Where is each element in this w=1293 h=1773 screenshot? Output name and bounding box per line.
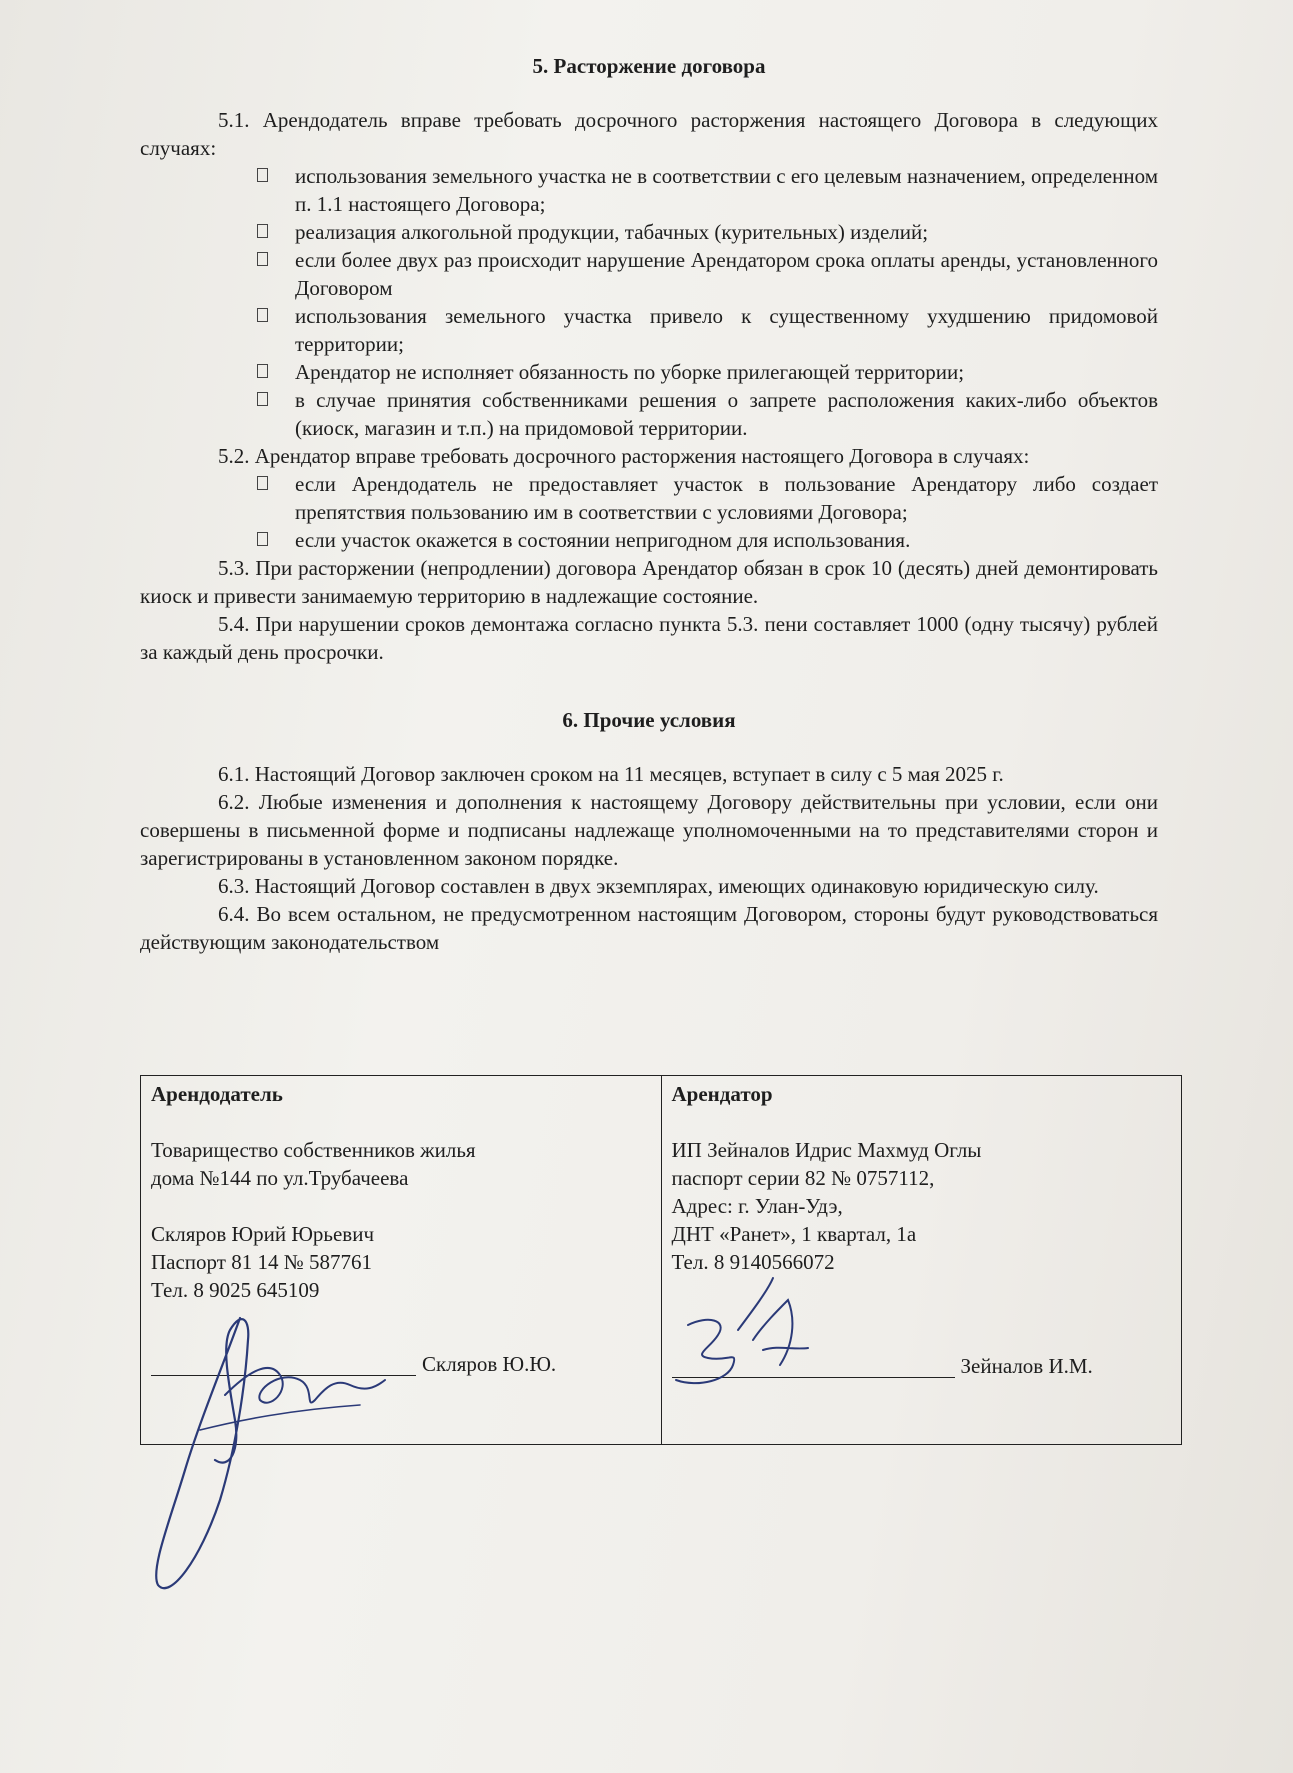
checkbox-icon: [257, 308, 268, 322]
clause-5-1: 5.1. Арендодатель вправе требовать досрочного расторжения настоящего Договора в следующих случаях:: [140, 108, 1158, 160]
landlord-signature-name: Скляров Ю.Ю.: [422, 1352, 557, 1376]
checkbox-icon: [257, 532, 268, 546]
tenant-signature-name: Зейналов И.М.: [960, 1354, 1093, 1378]
clause-5-3: 5.3. При расторжении (непродлении) договора Арендатор обязан в срок 10 (десять) дней демонтировать киоск и привести занимаемую территорию в надлежащие состояние.: [140, 556, 1158, 608]
landlord-phone: Тел. 8 9025 645109: [151, 1278, 320, 1302]
tenant-name: ИП Зейналов Идрис Махмуд Оглы: [671, 1138, 982, 1162]
landlord-org: Товарищество собственников жилья: [151, 1138, 476, 1162]
tenant-address-detail: ДНТ «Ранет», 1 квартал, 1а: [671, 1222, 917, 1246]
checkbox-icon: [257, 224, 268, 238]
clause-5-1-list: [140, 162, 1158, 442]
landlord-signature-line: [151, 1375, 416, 1376]
list-item: использования земельного участка не в соответствии с его целевым назначением, определенном п. 1.1 настоящего Договора;: [257, 162, 1158, 218]
tenant-phone: Тел. 8 9140566072: [671, 1250, 835, 1274]
checkbox-icon: [257, 392, 268, 406]
landlord-cell: [141, 1076, 662, 1445]
checkbox-icon: [257, 168, 268, 182]
clause-5-4: 5.4. При нарушении сроков демонтажа согласно пункта 5.3. пени составляет 1000 (одну тысячу) рублей за каждый день просрочки.: [140, 612, 1158, 664]
list-item: Арендатор не исполняет обязанность по уборке прилегающей территории;: [257, 358, 1158, 386]
landlord-role: Арендодатель: [151, 1082, 283, 1106]
list-item: реализация алкогольной продукции, табачных (курительных) изделий;: [257, 218, 1158, 246]
signatures-table: [140, 1075, 1182, 1445]
clause-6-4: 6.4. Во всем остальном, не предусмотренном настоящим Договором, стороны будут руководствоваться действующим законодательством: [140, 902, 1158, 954]
tenant-cell: [661, 1076, 1182, 1445]
tenant-passport: паспорт серии 82 № 0757112,: [671, 1166, 935, 1190]
document-body: [140, 52, 1158, 956]
landlord-org-address: дома №144 по ул.Трубачеева: [151, 1166, 409, 1190]
section-6-title: 6. Прочие условия: [562, 708, 736, 732]
landlord-name: Скляров Юрий Юрьевич: [151, 1222, 375, 1246]
tenant-address: Адрес: г. Улан-Удэ,: [671, 1194, 843, 1218]
list-item: использования земельного участка привело к существенному ухудшению придомовой территории;: [257, 302, 1158, 358]
list-item: если более двух раз происходит нарушение Арендатором срока оплаты аренды, установленного Договором: [257, 246, 1158, 302]
list-item: если участок окажется в состоянии непригодном для использования.: [257, 526, 1158, 554]
tenant-signature-line: [672, 1377, 955, 1378]
clause-5-2: 5.2. Арендатор вправе требовать досрочного расторжения настоящего Договора в случаях:: [218, 444, 1030, 468]
list-item: если Арендодатель не предоставляет участок в пользование Арендатору либо создает препятствия пользованию им в соответствии с условиями Договора;: [257, 470, 1158, 526]
clause-5-2-list: [140, 470, 1158, 554]
checkbox-icon: [257, 252, 268, 266]
clause-6-1: 6.1. Настоящий Договор заключен сроком на 11 месяцев, вступает в силу с 5 мая 2025 г.: [218, 762, 1004, 786]
list-item: в случае принятия собственниками решения о запрете расположения каких-либо объектов (киоск, магазин и т.п.) на придомовой территории.: [257, 386, 1158, 442]
landlord-passport: Паспорт 81 14 № 587761: [151, 1250, 372, 1274]
checkbox-icon: [257, 476, 268, 490]
checkbox-icon: [257, 364, 268, 378]
clause-6-2: 6.2. Любые изменения и дополнения к настоящему Договору действительны при условии, если они совершены в письменной форме и подписаны надлежаще уполномоченными на то представителями сторон и зарегистрированы в установленном законом порядке.: [140, 790, 1158, 870]
tenant-role: Арендатор: [671, 1082, 773, 1106]
section-5-title: 5. Расторжение договора: [532, 54, 766, 78]
clause-6-3: 6.3. Настоящий Договор составлен в двух экземплярах, имеющих одинаковую юридическую силу.: [218, 874, 1099, 898]
